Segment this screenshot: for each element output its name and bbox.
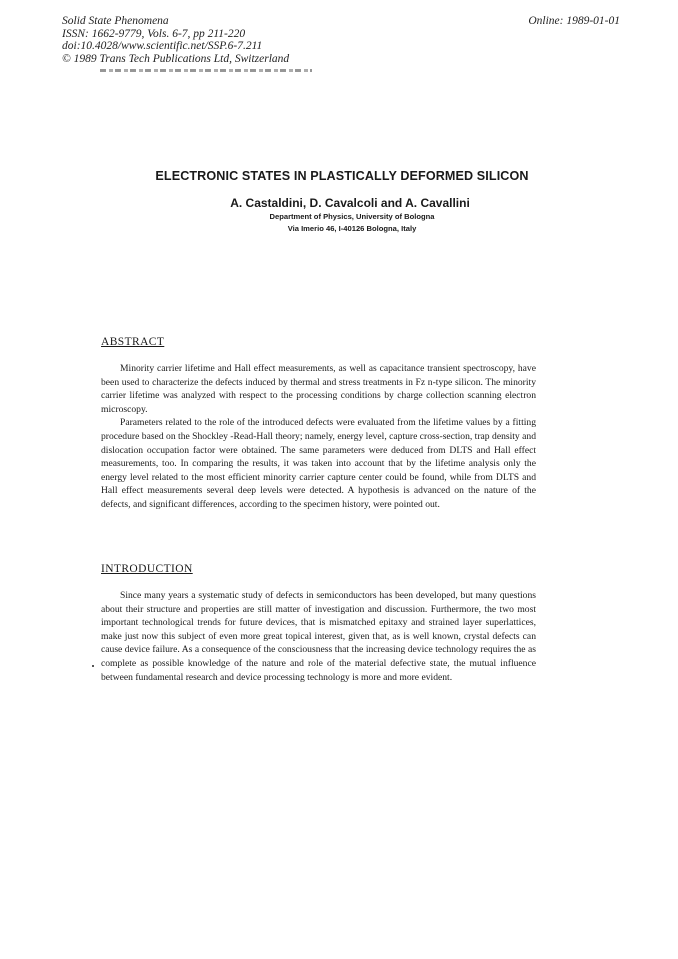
- scan-artifact-dot: [92, 665, 94, 667]
- introduction-paragraph: Since many years a systematic study of defects in semiconductors has been developed, but many questions about their structure and properties are still matter of investigation and discussion. Furthermore, the two most important technological trends for future devices, that is mismatched epitaxy and strained layer superlattices, make just now this subject of even more great topical interest, given that, as is well known, crystal defects can cause device failure. As a consequence of the consciousness that the increasing device technology requires the as complete as possible knowledge of the nature and role of the material defective state, the mutual influence between fundamental research and device processing technology is more and more evident.: [101, 590, 536, 683]
- online-date: Online: 1989-01-01: [528, 15, 620, 27]
- journal-name: Solid State Phenomena: [62, 15, 169, 27]
- doi-line: doi:10.4028/www.scientific.net/SSP.6-7.211: [62, 40, 263, 53]
- abstract-paragraph: Parameters related to the role of the introduced defects were evaluated from the lifetime values by a fitting procedure based on the Shockley -Read-Hall theory; namely, energy level, capture cross-section, trap density and dislocation occupation factor were obtained. The same parameters were deduced from DLTS and Hall effect measurements, too. In comparing the results, it was taken into account that by the lifetime analysis only the energy level related to the most efficient minority carrier capture center could be found, while from DLTS and Hall effect measurements several deep levels were detected. A hypothesis is advanced on the nature of the defects, and significant differences, according to the specimen history, were pointed out.: [101, 417, 536, 510]
- publication-metadata: [62, 15, 289, 65]
- copyright-line: © 1989 Trans Tech Publications Ltd, Switzerland: [62, 52, 290, 65]
- paper-authors: A. Castaldini, D. Cavalcoli and A. Cavallini: [230, 196, 470, 210]
- scan-artifact: [100, 69, 312, 72]
- introduction-body: [101, 589, 536, 684]
- abstract-paragraph: Minority carrier lifetime and Hall effect measurements, as well as capacitance transient spectroscopy, have been used to characterize the defects induced by thermal and stress treatments in Fz n-type silicon. The minority carrier lifetime was analyzed with respect to the processing conditions by charge collection scanning electron microscopy.: [101, 363, 536, 415]
- abstract-heading: ABSTRACT: [101, 336, 165, 348]
- introduction-heading: INTRODUCTION: [101, 563, 193, 575]
- paper-title: ELECTRONIC STATES IN PLASTICALLY DEFORMED SILICON: [155, 169, 529, 183]
- issn-line: ISSN: 1662-9779, Vols. 6-7, pp 211-220: [62, 27, 246, 40]
- abstract-body: [101, 362, 536, 512]
- affiliation-department: Department of Physics, University of Bologna: [269, 212, 435, 221]
- affiliation-address: Via Imerio 46, I-40126 Bologna, Italy: [287, 224, 417, 233]
